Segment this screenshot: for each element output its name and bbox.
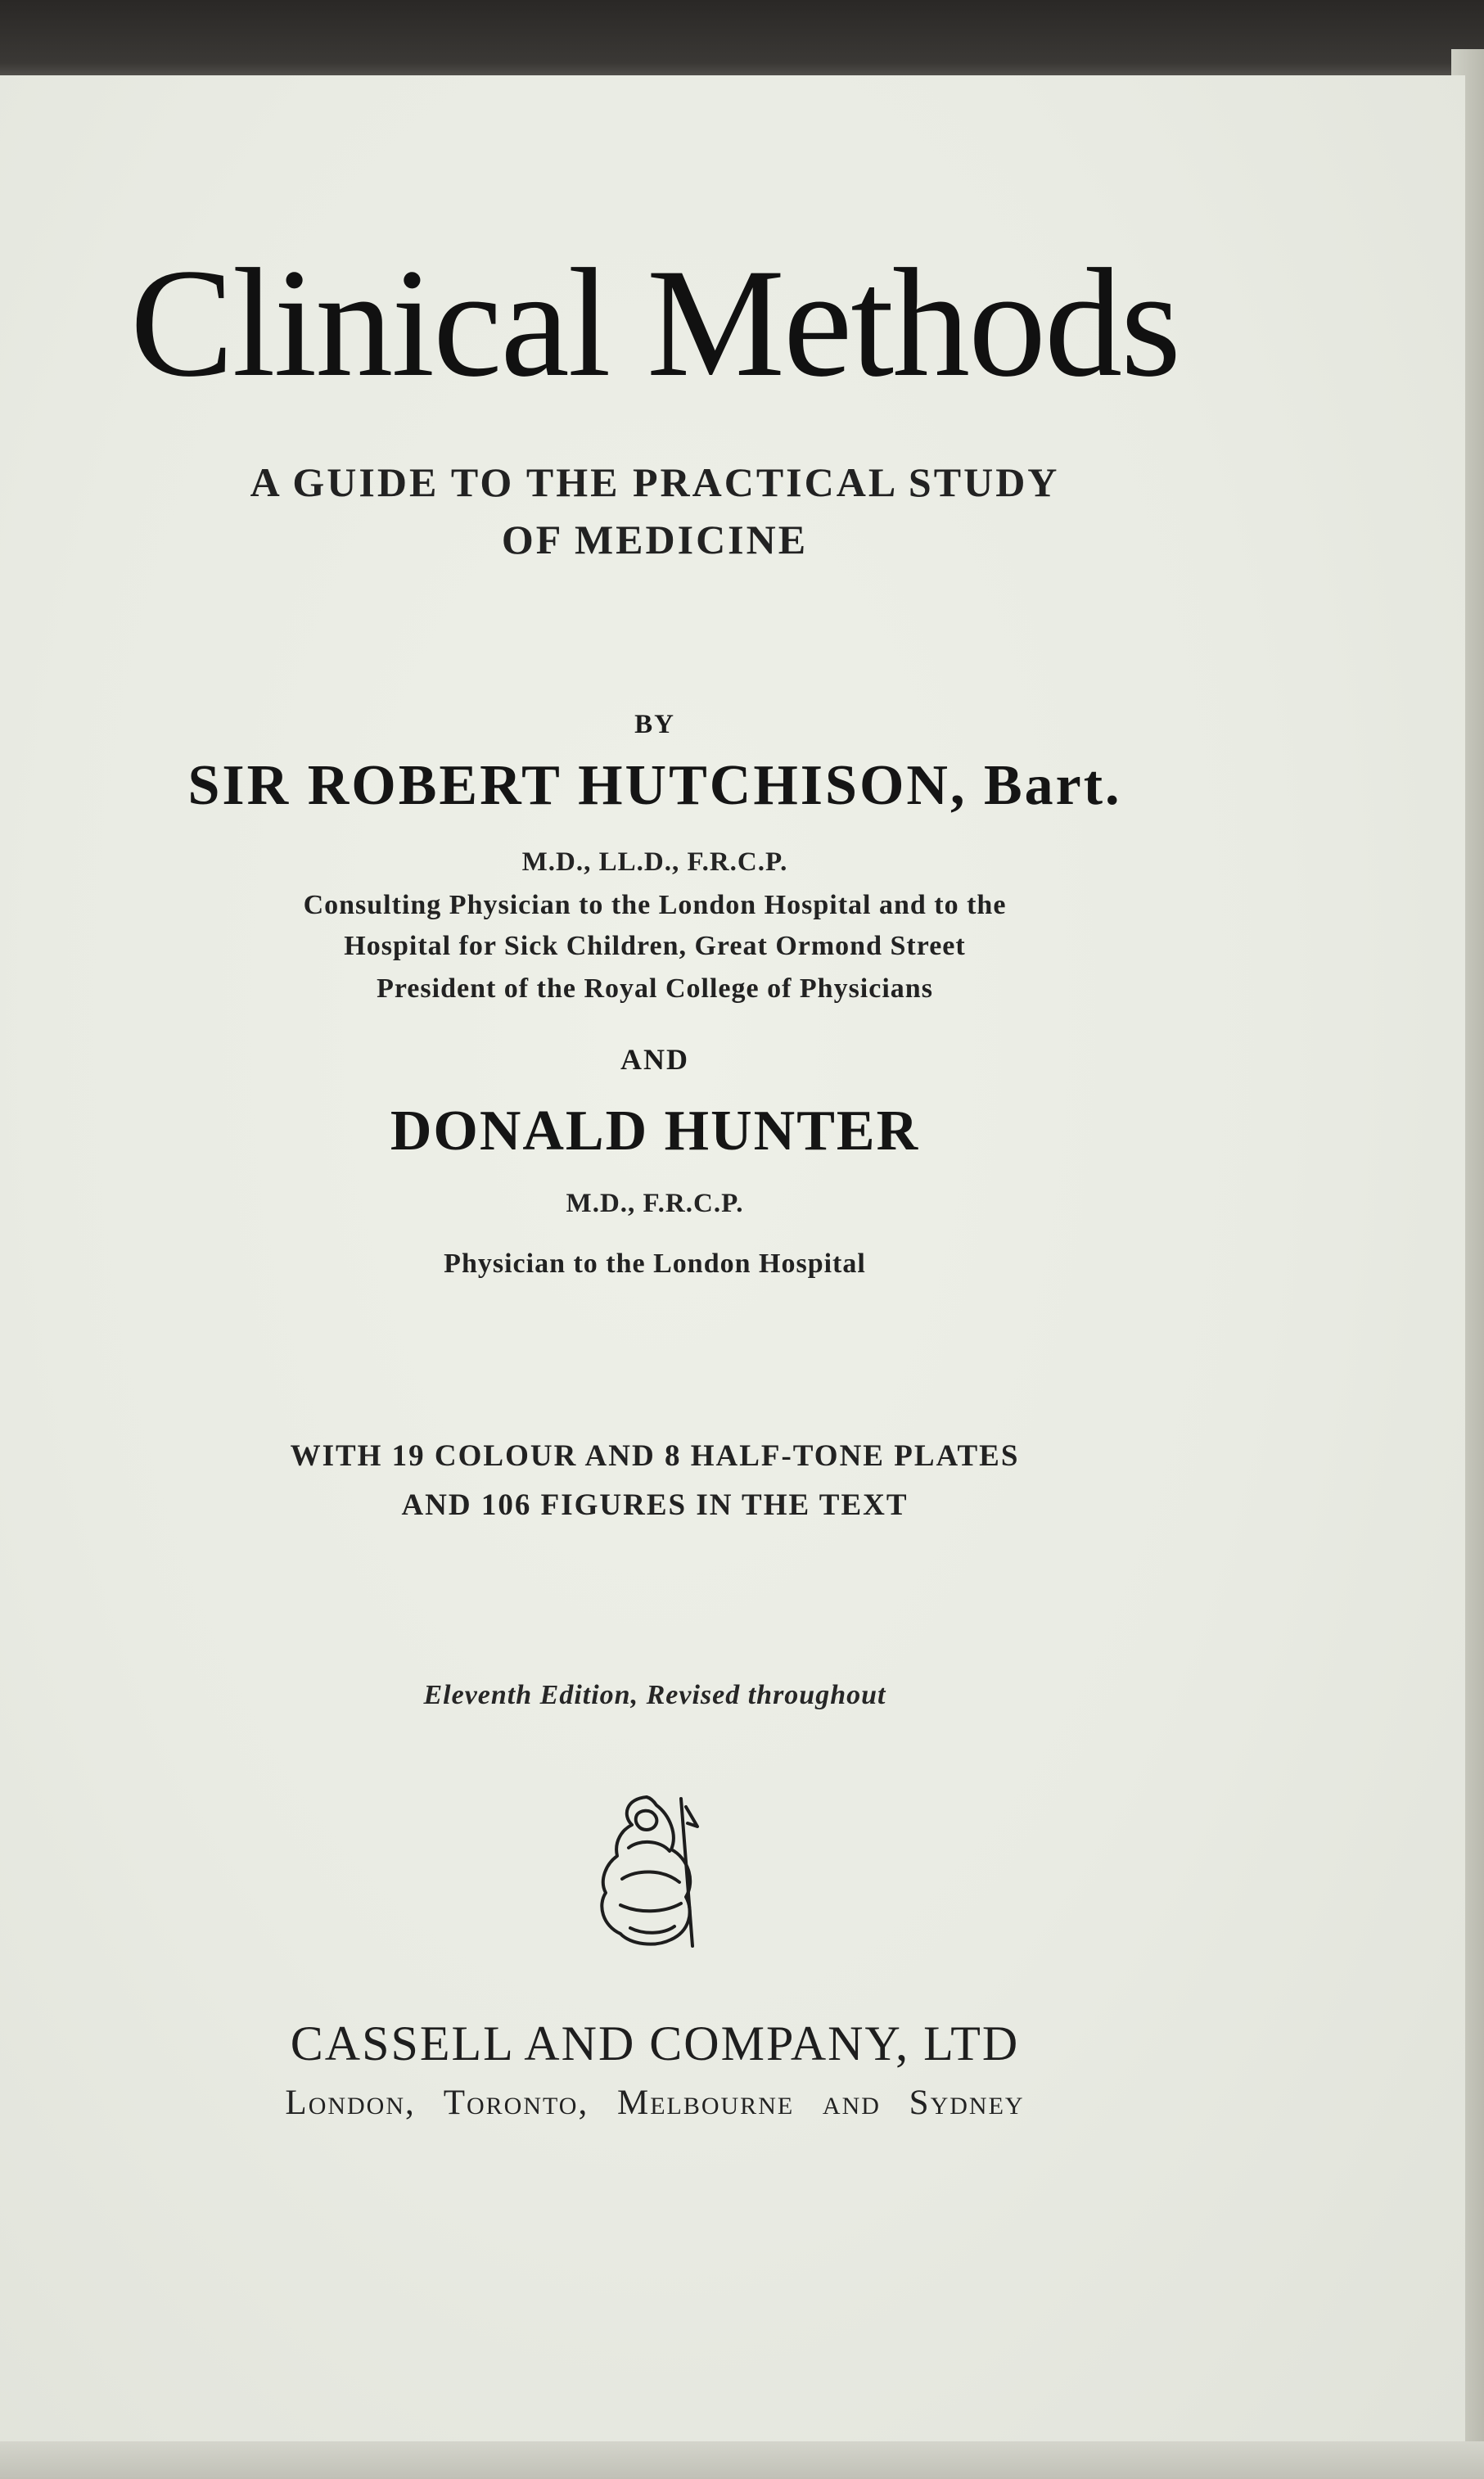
background-bottom-edge [0,2441,1484,2479]
by-label: BY [634,710,675,739]
author-1-degrees: M.D., LL.D., F.R.C.P. [521,847,788,877]
author-2-name: DONALD HUNTER [390,1100,920,1163]
subtitle-line-2: OF MEDICINE [501,517,809,562]
title-page [0,75,1465,2441]
author-1-name: SIR ROBERT HUTCHISON, Bart. [187,754,1122,817]
book-title: Clinical Methods [129,237,1180,409]
publisher-places: London, Toronto, Melbourne and Sydney [285,2084,1025,2122]
subtitle-line-1: A GUIDE TO THE PRACTICAL STUDY [250,459,1060,505]
author-2-affiliation: Physician to the London Hospital [444,1249,866,1279]
publisher-device-icon [589,1790,704,1954]
edition-note: Eleventh Edition, Revised throughout [423,1680,886,1710]
author-2-degrees: M.D., F.R.C.P. [566,1189,744,1218]
plates-line-2: AND 106 FIGURES IN THE TEXT [401,1488,909,1522]
and-label: AND [620,1043,689,1076]
plates-line-1: WITH 19 COLOUR AND 8 HALF-TONE PLATES [290,1439,1020,1473]
author-1-affiliation-line-1: Consulting Physician to the London Hospital and to the [303,890,1007,920]
author-1-affiliation-line-3: President of the Royal College of Physicians [377,973,933,1004]
author-1-affiliation-line-2: Hospital for Sick Children, Great Ormond Street [344,931,966,961]
publisher-name: CASSELL AND COMPANY, LTD [290,2016,1020,2070]
